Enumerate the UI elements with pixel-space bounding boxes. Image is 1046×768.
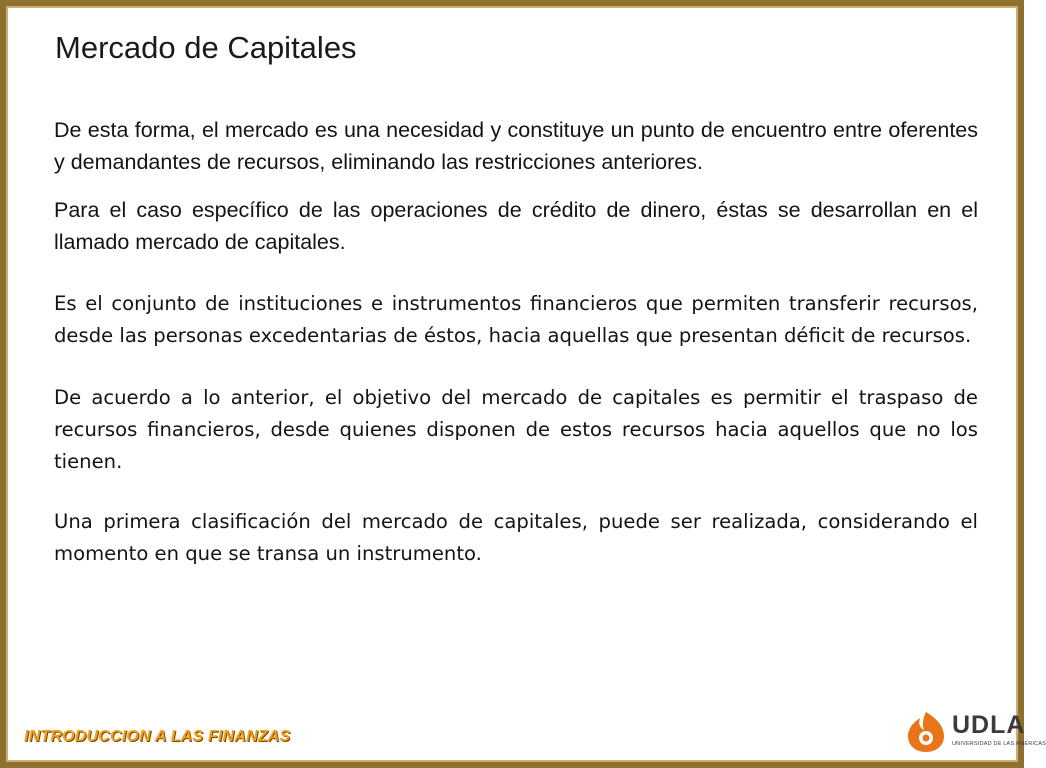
paragraph-objective: De acuerdo a lo anterior, el objetivo del mercado de capitales es permitir el traspaso de recursos financieros, desde quienes disponen de estos recursos hacia aquellos que no los tienen. — [54, 386, 978, 473]
logo-wordmark: UDLA — [952, 711, 1026, 739]
udla-flame-icon — [906, 710, 946, 754]
paragraph-definition: Es el conjunto de instituciones e instrumentos financieros que permiten transferir recursos, desde las personas excedentarias de éstos, hacia aquellas que presentan déficit de recursos. — [54, 292, 978, 347]
paragraph-classification: Una primera clasificación del mercado de capitales, puede ser realizada, considerando el momento en que se transa un instrumento. — [54, 510, 978, 565]
course-label: INTRODUCCION A LAS FINANZAS — [24, 728, 291, 745]
udla-logo — [906, 708, 1046, 758]
slide-title: Mercado de Capitales — [55, 30, 357, 65]
paragraph-intro: De esta forma, el mercado es una necesidad y constituye un punto de encuentro entre oferentes y demandantes de recursos, eliminando las restricciones anteriores. — [54, 118, 978, 174]
logo-subtitle: UNIVERSIDAD DE LAS AMÉRICAS — [952, 741, 1046, 747]
slide-body — [54, 114, 978, 570]
paragraph-credit-operations: Para el caso específico de las operaciones de crédito de dinero, éstas se desarrollan en el llamado mercado de capitales. — [54, 198, 978, 254]
